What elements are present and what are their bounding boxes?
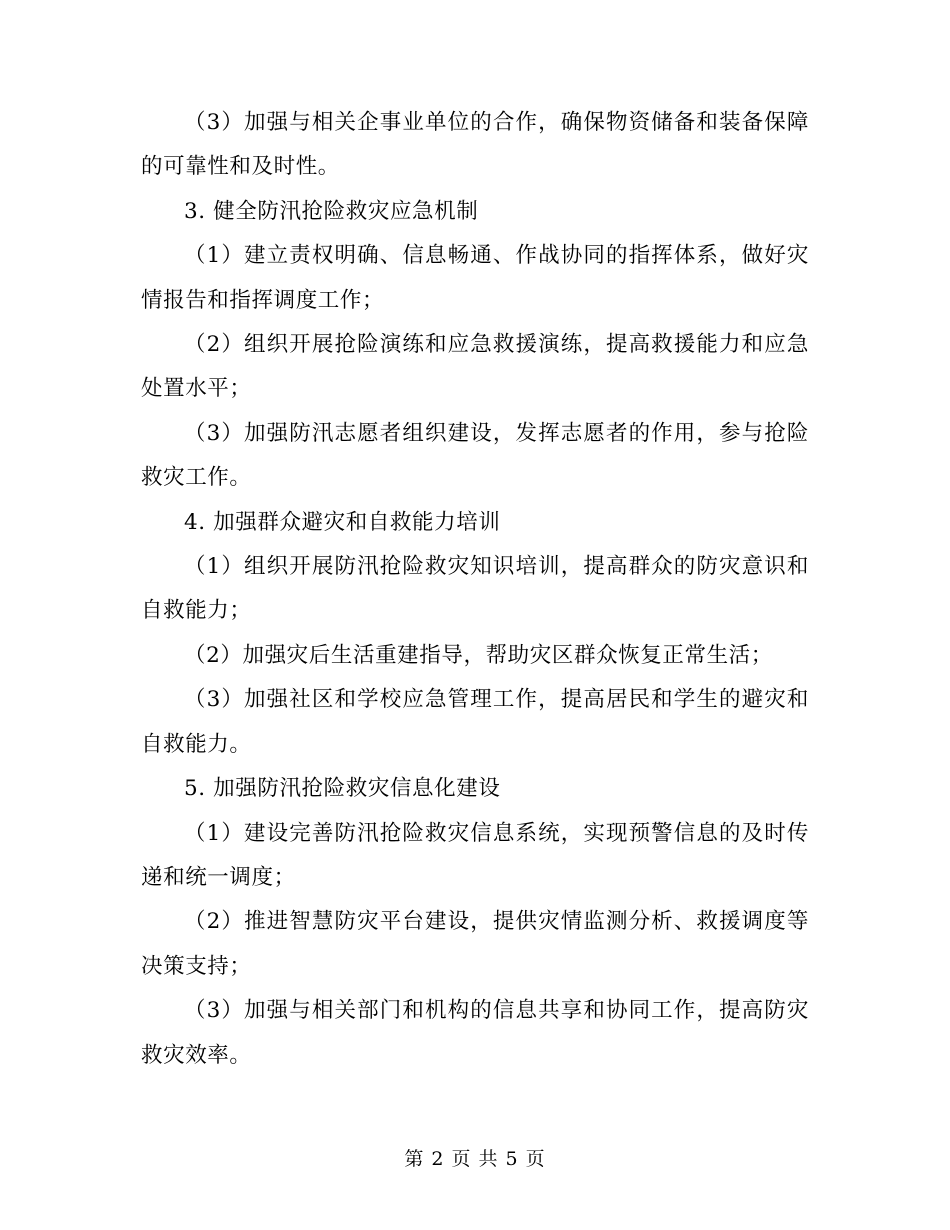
- paragraph-item: （3）加强社区和学校应急管理工作，提高居民和学生的避灾和自救能力。: [141, 687, 809, 757]
- paragraph-item: （3）加强与相关企事业单位的合作，确保物资储备和装备保障的可靠性和及时性。: [141, 110, 809, 180]
- section-heading: 3. 健全防汛抢险救灾应急机制: [184, 198, 479, 224]
- paragraph-item: （3）加强与相关部门和机构的信息共享和协同工作，提高防灾救灾效率。: [141, 998, 809, 1068]
- section-heading: 4. 加强群众避灾和自救能力培训: [184, 509, 501, 535]
- paragraph-item: （2）推进智慧防灾平台建设，提供灾情监测分析、救援调度等决策支持；: [141, 909, 809, 979]
- paragraph-item: （1）组织开展防汛抢险救灾知识培训，提高群众的防灾意识和自救能力；: [141, 554, 809, 624]
- paragraph-item: （1）建立责权明确、信息畅通、作战协同的指挥体系，做好灾情报告和指挥调度工作；: [141, 243, 809, 313]
- page-footer: 第 2 页 共 5 页: [404, 1148, 546, 1170]
- section-heading: 5. 加强防汛抢险救灾信息化建设: [184, 776, 501, 802]
- paragraph-item: （3）加强防汛志愿者组织建设，发挥志愿者的作用，参与抢险救灾工作。: [141, 420, 809, 491]
- paragraph-item: （2）加强灾后生活重建指导，帮助灾区群众恢复正常生活；: [184, 642, 773, 668]
- paragraph-item: （1）建设完善防汛抢险救灾信息系统，实现预警信息的及时传递和统一调度；: [141, 820, 809, 890]
- paragraph-item: （2）组织开展抢险演练和应急救援演练，提高救援能力和应急处置水平；: [141, 332, 809, 402]
- document-body: [141, 101, 809, 1078]
